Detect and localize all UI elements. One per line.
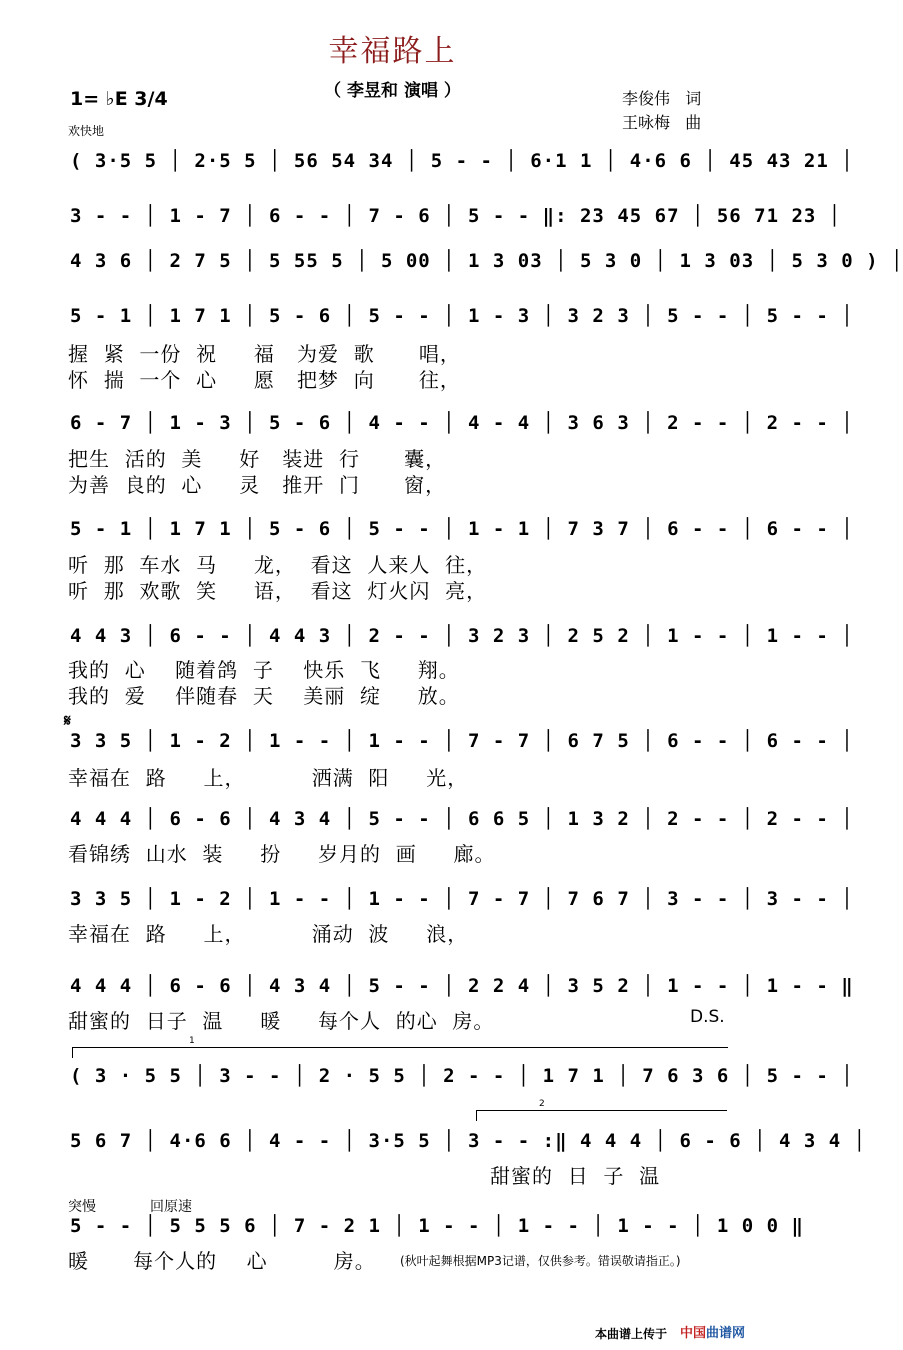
lyric-line: 我的 心 随着鸽 子 快乐 飞 翔。 [68,658,460,682]
upload-label: 本曲谱上传于 [595,1327,668,1341]
performer-line: （ 李昱和 演唱 ） [324,81,461,101]
score-notes: 3 3 5 │ 1 - 2 │ 1 - - │ 1 - - │ 7 - 7 │ 6 7 5 │ 6 - - │ 6 - - │ [70,730,854,752]
lyric-line: 看锦绣 山水 装 扮 岁月的 画 廊。 [68,842,496,866]
score-row-12 [70,1065,854,1099]
score-notes: 3 3 5 │ 1 - 2 │ 1 - - │ 1 - - │ 7 - 7 │ 7 6 7 │ 3 - - │ 3 - - │ [70,888,854,910]
score-row-2 [70,205,842,239]
score-notes: ( 3 · 5 5 │ 3 - - │ 2 · 5 5 │ 2 - - │ 1 7 1 │ 7 6 3 6 │ 5 - - │ [70,1065,854,1087]
score-notes: 3 - - │ 1 - 7 │ 6 - - │ 7 - 6 │ 5 - - ‖: 23 45 67 │ 56 71 23 │ [70,205,842,227]
tempo-marking: 欢快地 [68,124,105,138]
lyric-line: 听 那 车水 马 龙， 看这 人来人 往， [68,553,488,577]
key-signature: 1= ♭E 3/4 [70,88,168,110]
score-notes: 5 6 7 │ 4·6 6 │ 4 - - │ 3·5 5 │ 3 - - :‖ 4 4 4 │ 6 - 6 │ 4 3 4 │ [70,1130,867,1152]
dal-segno: D.S. [690,1007,725,1027]
sudden-slow-marking: 突慢 [68,1199,96,1215]
score-row-13 [70,1130,867,1164]
lyric-line: 我的 爱 伴随春 天 美丽 绽 放。 [68,684,460,708]
score-row-6 [70,518,854,552]
score-row-10 [70,888,854,922]
score-row-8 [70,730,854,764]
score-notes: 6 - 7 │ 1 - 3 │ 5 - 6 │ 4 - - │ 4 - 4 │ 3 6 3 │ 2 - - │ 2 - - │ [70,412,854,434]
score-notes: 5 - 1 │ 1 7 1 │ 5 - 6 │ 5 - - │ 1 - 3 │ 3 2 3 │ 5 - - │ 5 - - │ [70,305,854,327]
lyric-line: 幸福在 路 上， 涌动 波 浪， [68,922,469,946]
score-row-3 [70,250,903,284]
score-notes: ( 3·5 5 │ 2·5 5 │ 56 54 34 │ 5 - - │ 6·1 1 │ 4·6 6 │ 45 43 21 │ [70,150,854,172]
lyric-line: 怀 揣 一个 心 愿 把梦 向 往， [68,368,461,392]
first-ending-bracket: 1 [72,1047,728,1058]
lyric-line: 把生 活的 美 好 装进 行 囊， [68,447,447,471]
lyric-line: 为善 良的 心 灵 推开 门 窗， [68,473,447,497]
score-row-5 [70,412,854,446]
score-row-14 [70,1215,804,1249]
lyric-line: 握 紧 一份 祝 福 为爱 歌 唱， [68,342,461,366]
segno-sign: 𝄋 [64,711,71,730]
a-tempo-marking: 回原速 [150,1199,192,1215]
score-row-9 [70,808,854,842]
lyric-line: 甜蜜的 日子 温 暖 每个人 的心 房。 [68,1009,495,1033]
transcription-note: (秋叶起舞根据MP3记谱，仅供参考。错误敬请指正。) [400,1254,681,1268]
lyric-line: 暖 每个人的 心 房。 [68,1249,376,1273]
site-name-a: 中国 [680,1326,707,1341]
lyric-line: 甜蜜的 日 子 温 [490,1164,661,1188]
score-notes: 4 4 4 │ 6 - 6 │ 4 3 4 │ 5 - - │ 6 6 5 │ 1 3 2 │ 2 - - │ 2 - - │ [70,808,854,830]
score-notes: 4 3 6 │ 2 7 5 │ 5 55 5 │ 5 00 │ 1 3 03 │ 5 3 0 │ 1 3 03 │ 5 3 0 ) │ [70,250,903,272]
score-notes: 4 4 4 │ 6 - 6 │ 4 3 4 │ 5 - - │ 2 2 4 │ 3 5 2 │ 1 - - │ 1 - - ‖ [70,975,854,997]
composer-credit: 王咏梅 曲 [622,113,702,132]
lyricist-credit: 李俊伟 词 [622,89,702,108]
score-row-1 [70,150,854,184]
lyric-line: 听 那 欢歌 笑 语， 看这 灯火闪 亮， [68,579,488,603]
score-notes: 5 - 1 │ 1 7 1 │ 5 - 6 │ 5 - - │ 1 - 1 │ 7 3 7 │ 6 - - │ 6 - - │ [70,518,854,540]
song-title: 幸福路上 [328,34,457,69]
site-name-b: 曲谱网 [706,1326,746,1341]
score-notes: 5 - - │ 5 5 5 6 │ 7 - 2 1 │ 1 - - │ 1 - - │ 1 - - │ 1 0 0 ‖ [70,1215,804,1237]
lyric-line: 幸福在 路 上， 洒满 阳 光， [68,766,469,790]
site-logo[interactable] [680,1322,745,1341]
score-row-11 [70,975,854,1009]
second-ending-bracket: 2 [476,1110,727,1121]
score-row-4 [70,305,854,339]
score-notes: 4 4 3 │ 6 - - │ 4 4 3 │ 2 - - │ 3 2 3 │ 2 5 2 │ 1 - - │ 1 - - │ [70,625,854,647]
